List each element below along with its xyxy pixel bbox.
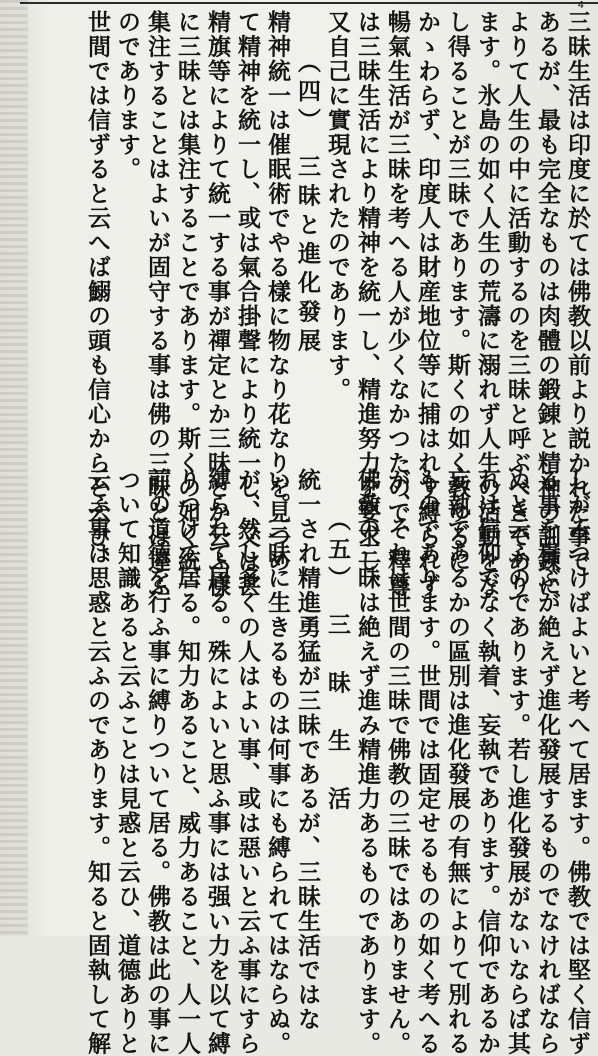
text-line: 統一され精進勇猛が三昧であるが、三昧生活ではな: [294, 468, 321, 1032]
text-line: 世間では信ずると云へば鰯の頭も信心からと云ひ、: [84, 10, 111, 574]
text-line: 前の道徳を行ふ事に縛りついて居る。佛教は此の事に: [144, 468, 171, 1056]
text-line: よりて人生の中に活動するのを三昧と呼ぶべきであり: [504, 10, 531, 598]
text-line: 又自己に實現されたのであります。: [324, 10, 351, 402]
text-line: が、然し多くの人はよい事、或は惡いと云ふ事にすら: [234, 468, 261, 1056]
page-number: 4: [577, 0, 584, 11]
text-line: 縛られて居る。殊によいと思ふ事には强い力を以て縛: [204, 468, 231, 1056]
text-line: 精神統一は催眠術でやる樣に物なり花なりを見つめ: [264, 10, 291, 574]
text-line: 精旗等によりて統一する事が禪定とか三昧とか云ふ樣: [204, 10, 231, 598]
text-line: かゝわらず、印度人は財産地位等に捕はれす縛られず: [414, 10, 441, 598]
text-line: ます。氷島の如く人生の荒濤に溺れず人生の活動をな: [474, 10, 501, 598]
text-line: い。三昧に生きるものは何事にも縛られてはならぬ。: [264, 468, 291, 1056]
upper-text-block: [82, 10, 592, 598]
text-line: が、それは世間の三昧で佛教の三昧ではありません。: [384, 468, 411, 1056]
text-line: て精神を統一し、或は氣合掛聲により統一し、又は甚: [234, 10, 261, 598]
text-line: あるが、最も完全なものは肉體の鍛錬と精神の訓錬に: [534, 10, 561, 598]
text-line: 妄執であるかの區別は進化發展の有無によりて別れる: [444, 468, 471, 1056]
text-line: のであります。: [114, 10, 141, 182]
text-line: ものであります。世間では固定せるものの如く考へる: [414, 468, 441, 1056]
text-line: に三昧とは集注することであります。斯くの如く統一: [174, 10, 201, 598]
text-line: 暢氣生活が三昧を考へる人が少くなかつたので、釋尊: [384, 10, 411, 598]
text-line: し得ることが三昧であります。斯くの如く敎ゆるに: [444, 10, 471, 574]
text-line: しがみつけばよいと考へて居ます。佛教では堅く信ず: [564, 468, 591, 1056]
text-line: ついて知識あると云ふことは見惑と云ひ、道德ありと: [114, 468, 141, 1056]
section-heading: （五） 三 昧 生 活: [324, 508, 351, 816]
text-line: は三昧生活により精神を統一し、精進努力を要求し、: [354, 10, 381, 598]
text-line: 佛敎の三昧は絶えず進み精進力あるものであります。: [354, 468, 381, 1056]
text-line: 集注することはよいが固守する事は佛の三昧とは違ふ: [144, 10, 171, 598]
text-line: 云ふ事は思惑と云ふのであります。知ると固執して解: [84, 468, 111, 1056]
text-line: 三昧生活は印度に於ては佛教以前より説かれた事で: [564, 10, 591, 574]
text-line: りつけて居る。知力あること、威力あること、人一人: [174, 468, 201, 1056]
text-line: る事を貴ぶが絶えず進化發展するものでなければなら: [534, 468, 561, 1056]
top-rule: [20, 2, 598, 4]
section-heading: （四） 三昧と進化發展: [294, 50, 321, 358]
lower-text-block: [82, 468, 592, 1056]
page-edge-shadow: [0, 0, 28, 936]
text-line: ぬと云ふのであります。若し進化發展がないならば其: [504, 468, 531, 1056]
text-line: れは信仰でなく執着、妄執であります。信仰であるか: [474, 468, 501, 1056]
